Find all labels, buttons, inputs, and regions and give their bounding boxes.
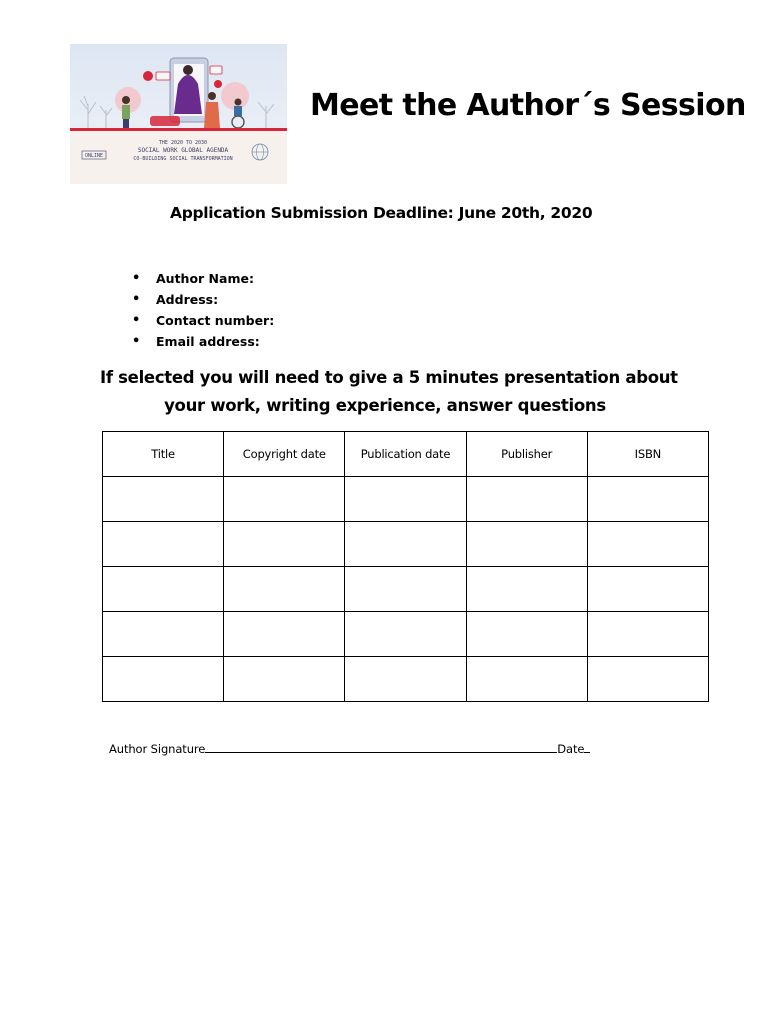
table-cell[interactable] <box>345 567 466 612</box>
table-cell[interactable] <box>587 567 708 612</box>
column-header-copyright-date: Copyright date <box>224 432 345 477</box>
table-cell[interactable] <box>587 522 708 567</box>
bullet-icon: • <box>132 292 141 307</box>
table-row <box>103 477 709 522</box>
table-cell[interactable] <box>345 612 466 657</box>
table-cell[interactable] <box>587 612 708 657</box>
field-email-address[interactable] <box>132 331 274 352</box>
signature-input-line[interactable] <box>205 752 557 753</box>
field-label: Contact number: <box>156 313 275 328</box>
date-label: Date <box>557 742 585 756</box>
banner-text-line3: CO-BUILDING SOCIAL TRANSFORMATION <box>133 156 233 162</box>
table-cell[interactable] <box>345 657 466 702</box>
column-header-publication-date: Publication date <box>345 432 466 477</box>
signature-line <box>109 742 590 756</box>
table-cell[interactable] <box>587 477 708 522</box>
submission-deadline: Application Submission Deadline: June 20th, 2020 <box>170 204 593 222</box>
banner-person-left-icon <box>122 96 130 129</box>
table-cell[interactable] <box>466 477 587 522</box>
bullet-icon: • <box>132 313 141 328</box>
signature-label: Author Signature <box>109 742 206 756</box>
banner-text-line2: SOCIAL WORK GLOBAL AGENDA <box>137 147 229 154</box>
table-body <box>103 477 709 702</box>
table-row <box>103 657 709 702</box>
bullet-icon: • <box>132 334 141 349</box>
table-cell[interactable] <box>345 477 466 522</box>
date-input-line[interactable] <box>584 752 590 753</box>
table-row <box>103 612 709 657</box>
page-title: Meet the Author´s Session <box>310 88 746 123</box>
table-cell[interactable] <box>103 477 224 522</box>
table-cell[interactable] <box>224 522 345 567</box>
table-cell[interactable] <box>466 567 587 612</box>
publications-table <box>102 431 709 702</box>
note-line-1: If selected you will need to give a 5 minutes presentation about <box>100 368 678 387</box>
table-cell[interactable] <box>466 657 587 702</box>
banner-online-badge: ONLINE <box>84 153 104 159</box>
field-label: Address: <box>156 292 219 307</box>
conference-banner-image <box>70 44 287 184</box>
field-label: Author Name: <box>156 271 254 286</box>
table-cell[interactable] <box>224 567 345 612</box>
table-cell[interactable] <box>103 567 224 612</box>
field-address[interactable] <box>132 289 274 310</box>
table-cell[interactable] <box>466 522 587 567</box>
table-row <box>103 567 709 612</box>
table-cell[interactable] <box>466 612 587 657</box>
table-cell[interactable] <box>103 657 224 702</box>
table-cell[interactable] <box>587 657 708 702</box>
table-cell[interactable] <box>224 657 345 702</box>
presentation-note <box>100 364 678 420</box>
column-header-isbn: ISBN <box>587 432 708 477</box>
bullet-icon: • <box>132 271 141 286</box>
author-fields-list <box>132 268 274 352</box>
note-line-2: your work, writing experience, answer questions <box>164 396 606 415</box>
column-header-title: Title <box>103 432 224 477</box>
table-cell[interactable] <box>103 612 224 657</box>
table-cell[interactable] <box>103 522 224 567</box>
table-row <box>103 522 709 567</box>
table-cell[interactable] <box>345 522 466 567</box>
table-cell[interactable] <box>224 477 345 522</box>
field-label: Email address: <box>156 334 260 349</box>
field-author-name[interactable] <box>132 268 274 289</box>
table-header-row <box>103 432 709 477</box>
column-header-publisher: Publisher <box>466 432 587 477</box>
banner-text-line1: THE 2020 TO 2030 <box>158 140 208 146</box>
field-contact-number[interactable] <box>132 310 274 331</box>
table-cell[interactable] <box>224 612 345 657</box>
